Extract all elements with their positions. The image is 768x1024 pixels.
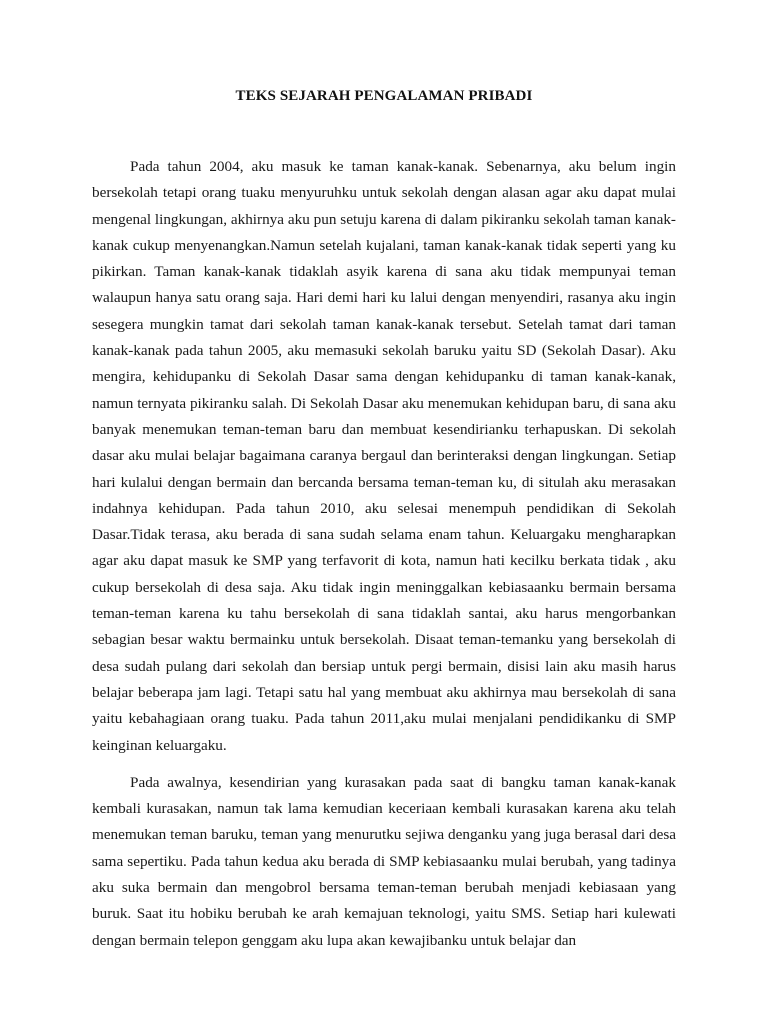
paragraph-2: Pada awalnya, kesendirian yang kurasakan pada saat di bangku taman kanak-kanak kembali kurasakan, namun tak lama kemudian keceriaan kembali kurasakan karena aku telah menemukan teman baruku, teman yang menurutku sejiwa denganku yang juga berasal dari desa sama sepertiku. Pada tahun kedua aku berada di SMP kebiasaanku mulai berubah, yang tadinya aku suka bermain dan mengobrol bersama teman-teman berubah menjadi kebiasaan yang buruk. Saat itu hobiku berubah ke arah kemajuan teknologi, yaitu SMS. Setiap hari kulewati dengan bermain telepon genggam aku lupa akan kewajibanku untuk belajar dan [92, 773, 676, 949]
document-title: TEKS SEJARAH PENGALAMAN PRIBADI [235, 88, 533, 104]
paragraph-1: Pada tahun 2004, aku masuk ke taman kanak-kanak. Sebenarnya, aku belum ingin bersekolah tetapi orang tuaku menyuruhku untuk sekolah dengan alasan agar aku dapat mulai mengenal lingkungan, akhirnya aku pun setuju karena di dalam pikiranku sekolah taman kanak-kanak cukup menyenangkan.Namun setelah kujalani, taman kanak-kanak tidak seperti yang ku pikirkan. Taman kanak-kanak tidaklah asyik karena di sana aku tidak mempunyai teman walaupun hanya satu orang saja. Hari demi hari ku lalui dengan menyendiri, rasanya aku ingin sesegera mungkin tamat dari sekolah taman kanak-kanak tersebut. Setelah tamat dari taman kanak-kanak pada tahun 2005, aku memasuki sekolah baruku yaitu SD (Sekolah Dasar). Aku mengira, kehidupanku di Sekolah Dasar sama dengan kehidupanku di taman kanak-kanak, namun ternyata pikiranku salah. Di Sekolah Dasar aku menemukan kehidupan baru, di sana aku banyak menemukan teman-teman baru dan membuat kesendirianku terhapuskan. Di sekolah dasar aku mulai belajar bagaimana caranya bergaul dan berinteraksi dengan lingkungan. Setiap hari kulalui dengan bermain dan bercanda bersama teman-teman ku, di situlah aku merasakan indahnya kehidupan. Pada tahun 2010, aku selesai menempuh pendidikan di Sekolah Dasar.Tidak terasa, aku berada di sana sudah selama enam tahun. Keluargaku mengharapkan agar aku dapat masuk ke SMP yang terfavorit di kota, namun hati kecilku berkata tidak , aku cukup bersekolah di desa saja. Aku tidak ingin meninggalkan kebiasaanku bermain bersama teman-teman karena ku tahu bersekolah di sana tidaklah santai, aku harus mengorbankan sebagian besar waktu bermainku untuk bersekolah. Disaat teman-temanku yang bersekolah di desa sudah pulang dari sekolah dan bersiap untuk pergi bermain, disisi lain aku masih harus belajar beberapa jam lagi. Tetapi satu hal yang membuat aku akhirnya mau bersekolah di sana yaitu kebahagiaan orang tuaku. Pada tahun 2011,aku mulai menjalani pendidikanku di SMP keinginan keluargaku. [92, 158, 676, 754]
document-body [92, 154, 676, 965]
